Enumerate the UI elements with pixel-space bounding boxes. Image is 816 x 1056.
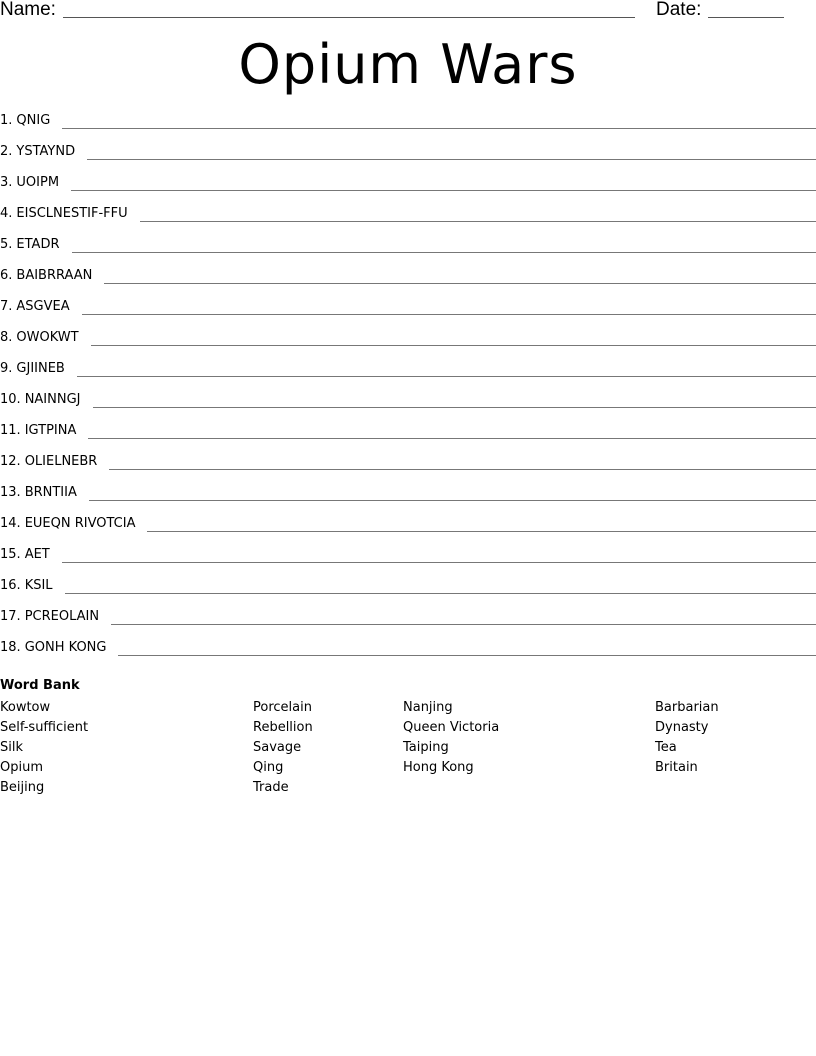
- word-bank-column: [0, 698, 88, 798]
- scrambled-word: PCREOLAIN: [24, 609, 100, 624]
- question-number: 13.: [0, 485, 21, 500]
- word-bank-column: [403, 698, 499, 778]
- question-row: [0, 141, 816, 172]
- answer-line[interactable]: [72, 252, 816, 253]
- answer-line[interactable]: [88, 438, 816, 439]
- word-bank-word: Nanjing: [403, 700, 453, 715]
- scrambled-word: EISCLNESTIF-FFU: [16, 206, 128, 221]
- question-number: 2.: [0, 144, 13, 159]
- scrambled-word: ETADR: [16, 237, 60, 252]
- question-number: 3.: [0, 175, 13, 190]
- question-row: [0, 203, 816, 234]
- answer-line[interactable]: [82, 314, 816, 315]
- question-row: [0, 420, 816, 451]
- word-bank-word: Barbarian: [655, 700, 719, 715]
- question-number: 8.: [0, 330, 13, 345]
- word-bank-word: Queen Victoria: [403, 720, 500, 735]
- word-bank-word: Tea: [655, 740, 677, 755]
- question-number: 5.: [0, 237, 13, 252]
- word-bank-word: Beijing: [0, 780, 45, 795]
- question-row: [0, 606, 816, 637]
- question-row: [0, 358, 816, 389]
- word-bank-word: Self-sufficient: [0, 720, 89, 735]
- scrambled-word: OWOKWT: [16, 330, 79, 345]
- answer-line[interactable]: [77, 376, 816, 377]
- question-number: 18.: [0, 640, 21, 655]
- word-bank-word: Rebellion: [253, 720, 313, 735]
- question-row: [0, 296, 816, 327]
- word-bank-word: Dynasty: [655, 720, 709, 735]
- answer-line[interactable]: [87, 159, 816, 160]
- date-field[interactable]: [708, 17, 784, 18]
- scrambled-word: ASGVEA: [16, 299, 70, 314]
- scrambled-word: UOIPM: [16, 175, 60, 190]
- question-row: [0, 234, 816, 265]
- word-bank-word: Silk: [0, 740, 24, 755]
- answer-line[interactable]: [91, 345, 816, 346]
- word-bank-word: Hong Kong: [403, 760, 474, 775]
- answer-line[interactable]: [62, 562, 816, 563]
- question-row: [0, 575, 816, 606]
- scrambled-word: NAINNGJ: [24, 392, 81, 407]
- scrambled-word: AET: [24, 547, 50, 562]
- question-row: [0, 327, 816, 358]
- name-label: Name:: [0, 0, 56, 20]
- scrambled-word: GJIINEB: [16, 361, 65, 376]
- answer-line[interactable]: [118, 655, 816, 656]
- question-row: [0, 389, 816, 420]
- answer-line[interactable]: [71, 190, 816, 191]
- question-number: 1.: [0, 113, 13, 128]
- answer-line[interactable]: [62, 128, 816, 129]
- word-bank-word: Porcelain: [253, 700, 312, 715]
- date-label: Date:: [656, 0, 702, 20]
- scrambled-word: QNIG: [16, 113, 51, 128]
- question-number: 16.: [0, 578, 21, 593]
- word-bank-word: Qing: [253, 760, 284, 775]
- question-number: 10.: [0, 392, 21, 407]
- answer-line[interactable]: [111, 624, 816, 625]
- word-bank-word: Britain: [655, 760, 698, 775]
- question-number: 14.: [0, 516, 21, 531]
- question-number: 12.: [0, 454, 21, 469]
- scrambled-word: YSTAYND: [16, 144, 76, 159]
- word-bank-title: Word Bank: [0, 678, 80, 693]
- word-bank-word: Kowtow: [0, 700, 51, 715]
- question-row: [0, 265, 816, 296]
- answer-line[interactable]: [104, 283, 816, 284]
- question-row: [0, 544, 816, 575]
- question-number: 7.: [0, 299, 13, 314]
- question-row: [0, 482, 816, 513]
- scrambled-word: EUEQN RIVOTCIA: [24, 516, 136, 531]
- question-number: 11.: [0, 423, 21, 438]
- question-row: [0, 110, 816, 141]
- scrambled-word: GONH KONG: [24, 640, 107, 655]
- answer-line[interactable]: [140, 221, 816, 222]
- word-bank-word: Savage: [253, 740, 302, 755]
- name-field[interactable]: [63, 17, 635, 18]
- page-title: Opium Wars: [238, 33, 578, 96]
- header: [0, 0, 816, 24]
- question-number: 15.: [0, 547, 21, 562]
- scrambled-word: IGTPINA: [24, 423, 77, 438]
- question-row: [0, 172, 816, 203]
- scrambled-word: BRNTIIA: [24, 485, 77, 500]
- question-number: 9.: [0, 361, 13, 376]
- answer-line[interactable]: [147, 531, 816, 532]
- answer-line[interactable]: [89, 500, 816, 501]
- scrambled-word: OLIELNEBR: [24, 454, 98, 469]
- question-number: 17.: [0, 609, 21, 624]
- scrambled-word: BAIBRRAAN: [16, 268, 93, 283]
- scrambled-word: KSIL: [24, 578, 53, 593]
- word-bank-column: [253, 698, 313, 798]
- question-number: 6.: [0, 268, 13, 283]
- question-row: [0, 451, 816, 482]
- word-bank-word: Taiping: [403, 740, 449, 755]
- answer-line[interactable]: [109, 469, 816, 470]
- answer-line[interactable]: [65, 593, 816, 594]
- word-bank-word: Opium: [0, 760, 43, 775]
- question-row: [0, 637, 816, 668]
- question-row: [0, 513, 816, 544]
- question-number: 4.: [0, 206, 13, 221]
- word-bank-word: Trade: [253, 780, 289, 795]
- answer-line[interactable]: [93, 407, 816, 408]
- word-bank-column: [655, 698, 719, 778]
